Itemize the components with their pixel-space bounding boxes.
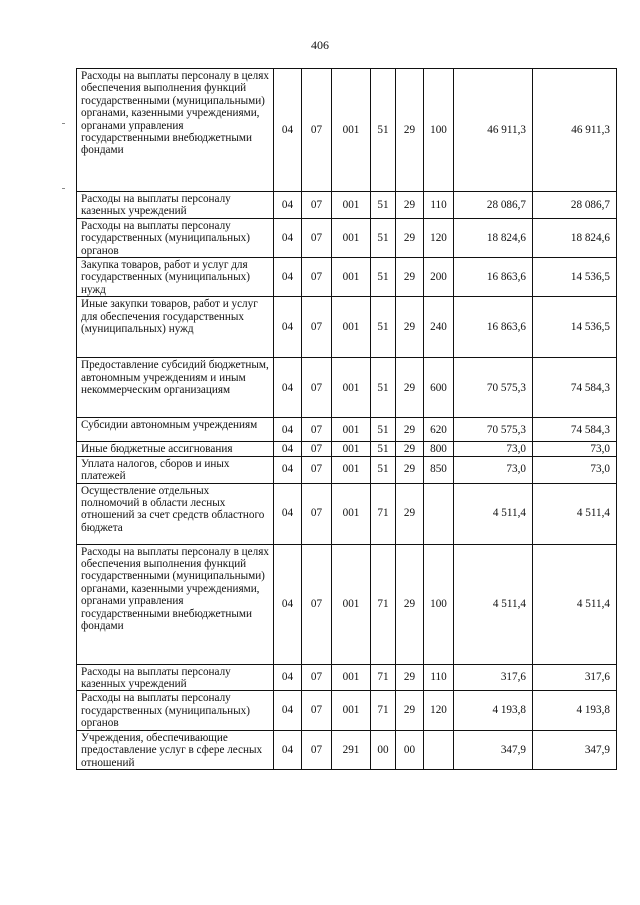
section-code: 04 — [274, 258, 302, 297]
target-article-part3: 00 — [396, 730, 424, 769]
target-article-part3: 29 — [396, 218, 424, 257]
expense-type-code: 120 — [424, 691, 454, 730]
amount-year-1: 317,6 — [454, 664, 533, 691]
amount-year-2: 73,0 — [533, 456, 617, 483]
row-name: Уплата налогов, сборов и иных платежей — [77, 456, 274, 483]
section-code: 04 — [274, 730, 302, 769]
section-code: 04 — [274, 418, 302, 442]
section-code: 04 — [274, 691, 302, 730]
section-code: 04 — [274, 69, 302, 192]
table-row — [77, 442, 617, 456]
expense-type-code — [424, 730, 454, 769]
target-article-part2: 00 — [371, 730, 396, 769]
subsection-code: 07 — [302, 218, 332, 257]
target-article-part3: 29 — [396, 664, 424, 691]
target-article-part2: 71 — [371, 691, 396, 730]
target-article-part1: 001 — [332, 691, 371, 730]
target-article-part3: 29 — [396, 483, 424, 544]
row-name: Расходы на выплаты персоналу государственных (муниципальных) органов — [77, 691, 274, 730]
page-number: 406 — [311, 38, 329, 52]
amount-year-2: 4 511,4 — [533, 483, 617, 544]
amount-year-2: 4 511,4 — [533, 544, 617, 664]
table-row — [77, 456, 617, 483]
target-article-part3: 29 — [396, 456, 424, 483]
target-article-part2: 51 — [371, 358, 396, 418]
amount-year-1: 347,9 — [454, 730, 533, 769]
section-code: 04 — [274, 483, 302, 544]
target-article-part2: 51 — [371, 69, 396, 192]
target-article-part1: 001 — [332, 192, 371, 219]
amount-year-1: 16 863,6 — [454, 258, 533, 297]
row-name: Расходы на выплаты персоналу в целях обеспечения выполнения функций государственными (муниципальными) органами, казенными учреждениями, органами управления государственными внебюджетными фондами — [77, 544, 274, 664]
subsection-code: 07 — [302, 664, 332, 691]
amount-year-2: 14 536,5 — [533, 258, 617, 297]
amount-year-1: 4 511,4 — [454, 483, 533, 544]
amount-year-1: 18 824,6 — [454, 218, 533, 257]
scan-mark — [62, 188, 65, 189]
expense-type-code: 100 — [424, 69, 454, 192]
expense-type-code: 620 — [424, 418, 454, 442]
row-name: Учреждения, обеспечивающие предоставление услуг в сфере лесных отношений — [77, 730, 274, 769]
budget-table-body — [77, 69, 617, 770]
section-code: 04 — [274, 192, 302, 219]
budget-table — [76, 68, 617, 770]
target-article-part1: 001 — [332, 418, 371, 442]
amount-year-2: 74 584,3 — [533, 418, 617, 442]
target-article-part3: 29 — [396, 69, 424, 192]
target-article-part3: 29 — [396, 192, 424, 219]
section-code: 04 — [274, 456, 302, 483]
amount-year-1: 70 575,3 — [454, 418, 533, 442]
subsection-code: 07 — [302, 730, 332, 769]
amount-year-2: 347,9 — [533, 730, 617, 769]
amount-year-1: 70 575,3 — [454, 358, 533, 418]
amount-year-2: 14 536,5 — [533, 297, 617, 358]
section-code: 04 — [274, 544, 302, 664]
target-article-part1: 001 — [332, 218, 371, 257]
section-code: 04 — [274, 664, 302, 691]
target-article-part2: 71 — [371, 483, 396, 544]
table-row — [77, 418, 617, 442]
target-article-part1: 001 — [332, 297, 371, 358]
amount-year-2: 18 824,6 — [533, 218, 617, 257]
subsection-code: 07 — [302, 192, 332, 219]
section-code: 04 — [274, 297, 302, 358]
table-row — [77, 483, 617, 544]
target-article-part1: 001 — [332, 442, 371, 456]
subsection-code: 07 — [302, 691, 332, 730]
amount-year-1: 73,0 — [454, 456, 533, 483]
row-name: Закупка товаров, работ и услуг для государственных (муниципальных) нужд — [77, 258, 274, 297]
amount-year-1: 73,0 — [454, 442, 533, 456]
target-article-part2: 71 — [371, 544, 396, 664]
expense-type-code: 240 — [424, 297, 454, 358]
expense-type-code: 100 — [424, 544, 454, 664]
table-row — [77, 218, 617, 257]
expense-type-code: 110 — [424, 664, 454, 691]
table-row — [77, 192, 617, 219]
amount-year-1: 4 511,4 — [454, 544, 533, 664]
row-name: Расходы на выплаты персоналу казенных учреждений — [77, 664, 274, 691]
target-article-part2: 51 — [371, 258, 396, 297]
row-name: Предоставление субсидий бюджетным, автономным учреждениям и иным некоммерческим организациям — [77, 358, 274, 418]
section-code: 04 — [274, 218, 302, 257]
row-name: Расходы на выплаты персоналу казенных учреждений — [77, 192, 274, 219]
table-row — [77, 69, 617, 192]
expense-type-code — [424, 483, 454, 544]
target-article-part3: 29 — [396, 358, 424, 418]
target-article-part1: 001 — [332, 456, 371, 483]
target-article-part3: 29 — [396, 544, 424, 664]
row-name: Расходы на выплаты персоналу государственных (муниципальных) органов — [77, 218, 274, 257]
target-article-part3: 29 — [396, 418, 424, 442]
amount-year-1: 4 193,8 — [454, 691, 533, 730]
target-article-part1: 001 — [332, 358, 371, 418]
target-article-part2: 71 — [371, 664, 396, 691]
target-article-part2: 51 — [371, 297, 396, 358]
table-row — [77, 258, 617, 297]
target-article-part2: 51 — [371, 456, 396, 483]
target-article-part1: 001 — [332, 258, 371, 297]
subsection-code: 07 — [302, 544, 332, 664]
table-row — [77, 664, 617, 691]
target-article-part3: 29 — [396, 297, 424, 358]
expense-type-code: 110 — [424, 192, 454, 219]
expense-type-code: 800 — [424, 442, 454, 456]
amount-year-2: 74 584,3 — [533, 358, 617, 418]
amount-year-2: 46 911,3 — [533, 69, 617, 192]
subsection-code: 07 — [302, 297, 332, 358]
subsection-code: 07 — [302, 483, 332, 544]
subsection-code: 07 — [302, 358, 332, 418]
target-article-part2: 51 — [371, 418, 396, 442]
row-name: Расходы на выплаты персоналу в целях обеспечения выполнения функций государственными (муниципальными) органами, казенными учреждениями, органами управления государственными внебюджетными фондами — [77, 69, 274, 192]
target-article-part2: 51 — [371, 192, 396, 219]
target-article-part1: 291 — [332, 730, 371, 769]
amount-year-2: 317,6 — [533, 664, 617, 691]
subsection-code: 07 — [302, 418, 332, 442]
row-name: Осуществление отдельных полномочий в области лесных отношений за счет средств областного бюджета — [77, 483, 274, 544]
amount-year-2: 73,0 — [533, 442, 617, 456]
expense-type-code: 600 — [424, 358, 454, 418]
target-article-part3: 29 — [396, 258, 424, 297]
subsection-code: 07 — [302, 442, 332, 456]
subsection-code: 07 — [302, 69, 332, 192]
amount-year-1: 46 911,3 — [454, 69, 533, 192]
target-article-part1: 001 — [332, 69, 371, 192]
target-article-part1: 001 — [332, 664, 371, 691]
row-name: Иные закупки товаров, работ и услуг для обеспечения государственных (муниципальных) нужд — [77, 297, 274, 358]
amount-year-1: 16 863,6 — [454, 297, 533, 358]
section-code: 04 — [274, 358, 302, 418]
expense-type-code: 850 — [424, 456, 454, 483]
target-article-part2: 51 — [371, 442, 396, 456]
row-name: Субсидии автономным учреждениям — [77, 418, 274, 442]
row-name: Иные бюджетные ассигнования — [77, 442, 274, 456]
amount-year-2: 28 086,7 — [533, 192, 617, 219]
table-row — [77, 544, 617, 664]
amount-year-1: 28 086,7 — [454, 192, 533, 219]
target-article-part1: 001 — [332, 483, 371, 544]
table-row — [77, 297, 617, 358]
subsection-code: 07 — [302, 258, 332, 297]
target-article-part3: 29 — [396, 442, 424, 456]
expense-type-code: 120 — [424, 218, 454, 257]
table-row — [77, 691, 617, 730]
target-article-part1: 001 — [332, 544, 371, 664]
table-row — [77, 730, 617, 769]
target-article-part3: 29 — [396, 691, 424, 730]
section-code: 04 — [274, 442, 302, 456]
expense-type-code: 200 — [424, 258, 454, 297]
scan-mark — [62, 123, 65, 124]
table-row — [77, 358, 617, 418]
amount-year-2: 4 193,8 — [533, 691, 617, 730]
subsection-code: 07 — [302, 456, 332, 483]
target-article-part2: 51 — [371, 218, 396, 257]
